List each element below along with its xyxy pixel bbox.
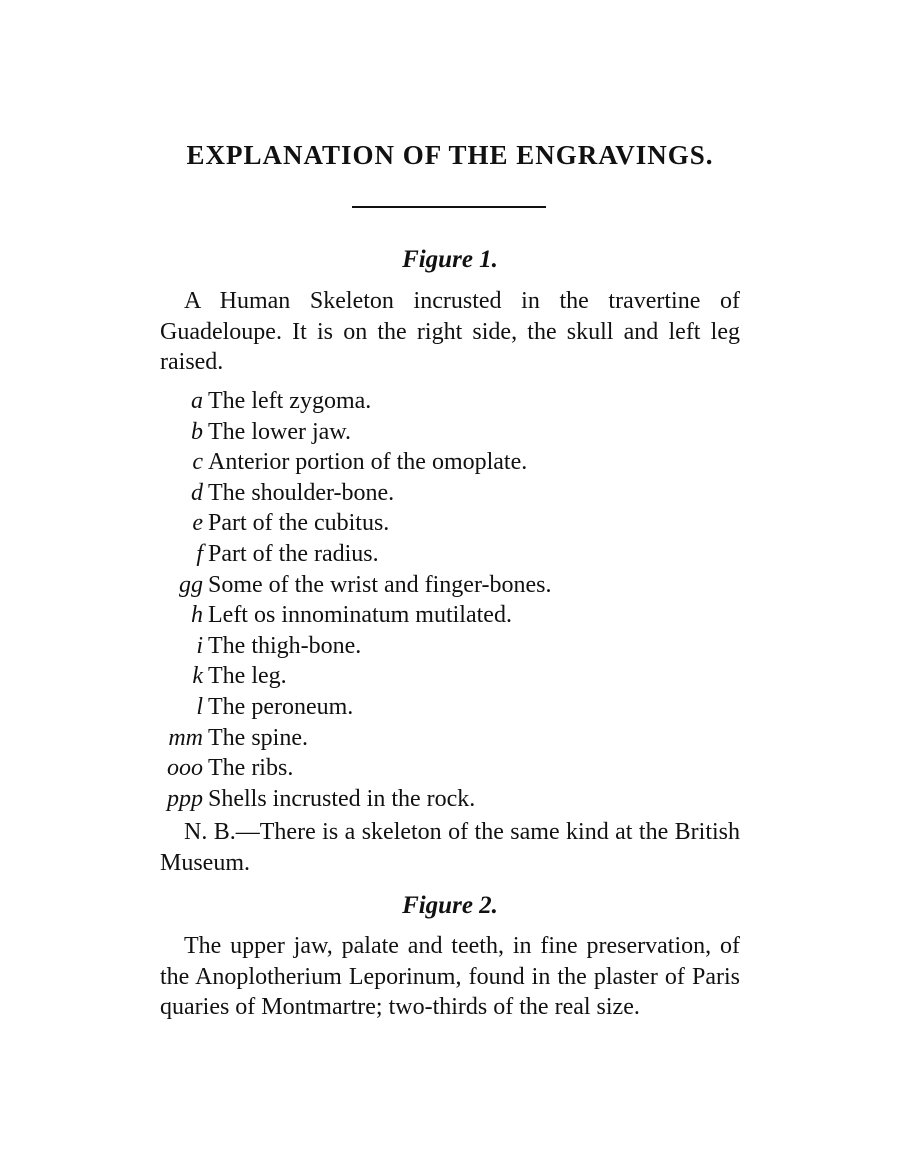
legend-text: The spine. — [208, 724, 308, 751]
figure-1-legend — [0, 386, 900, 814]
legend-item — [0, 386, 900, 417]
legend-text: Part of the radius. — [208, 540, 379, 567]
legend-item — [0, 723, 900, 754]
figure-2-description-text: The upper jaw, palate and teeth, in fine preservation, of the Anoplotherium Leporinum, found in the plaster of Paris quaries of Montmartre; two-thirds of the real size. — [160, 933, 740, 1020]
legend-item — [0, 600, 900, 631]
legend-text: Part of the cubitus. — [208, 510, 390, 537]
legend-text: The peroneum. — [208, 693, 354, 720]
legend-text: The leg. — [208, 663, 287, 690]
page-title: EXPLANATION OF THE ENGRAVINGS. — [186, 140, 714, 170]
legend-text: Anterior portion of the omoplate. — [208, 449, 528, 476]
legend-item — [0, 692, 900, 723]
figure-1-heading: Figure 1. — [402, 246, 498, 273]
legend-letter: l — [196, 693, 203, 720]
legend-letter: c — [192, 449, 203, 476]
legend-text: The left zygoma. — [208, 388, 372, 414]
legend-item — [0, 631, 900, 662]
figure-2-description — [160, 931, 740, 1023]
legend-item — [0, 417, 900, 448]
legend-item — [0, 570, 900, 601]
legend-letter: mm — [168, 724, 203, 751]
figure-2-heading: Figure 2. — [402, 892, 498, 919]
legend-text: The thigh-bone. — [208, 632, 362, 659]
legend-item — [0, 661, 900, 692]
legend-letter: b — [191, 418, 203, 445]
legend-letter: ppp — [167, 785, 203, 812]
legend-letter: h — [191, 602, 203, 629]
title-divider — [352, 206, 546, 208]
legend-text: The lower jaw. — [208, 418, 352, 445]
legend-letter: e — [192, 510, 203, 537]
legend-text: Shells incrusted in the rock. — [208, 785, 476, 812]
legend-text: Some of the wrist and finger-bones. — [208, 571, 552, 598]
legend-letter: i — [196, 632, 203, 659]
figure-1-intro — [160, 286, 740, 378]
legend-item — [0, 753, 900, 784]
legend-letter: k — [192, 663, 203, 690]
legend-letter: gg — [179, 571, 203, 598]
legend-text: Left os innominatum mutilated. — [208, 602, 512, 629]
legend-letter: a — [191, 388, 203, 414]
figure-1-note — [160, 817, 740, 878]
legend-text: The shoulder-bone. — [208, 479, 395, 506]
legend-letter: d — [191, 479, 203, 506]
legend-item — [0, 478, 900, 509]
legend-letter: ooo — [167, 755, 203, 782]
legend-letter: f — [196, 540, 203, 567]
legend-item — [0, 539, 900, 570]
figure-1-intro-text: A Human Skeleton incrusted in the travertine of Guadeloupe. It is on the right side, the skull and left leg raised. — [160, 288, 740, 375]
legend-item — [0, 784, 900, 815]
figure-1-note-text: N. B.—There is a skeleton of the same kind at the British Museum. — [160, 819, 740, 876]
legend-item — [0, 447, 900, 478]
legend-item — [0, 508, 900, 539]
legend-text: The ribs. — [208, 755, 294, 782]
